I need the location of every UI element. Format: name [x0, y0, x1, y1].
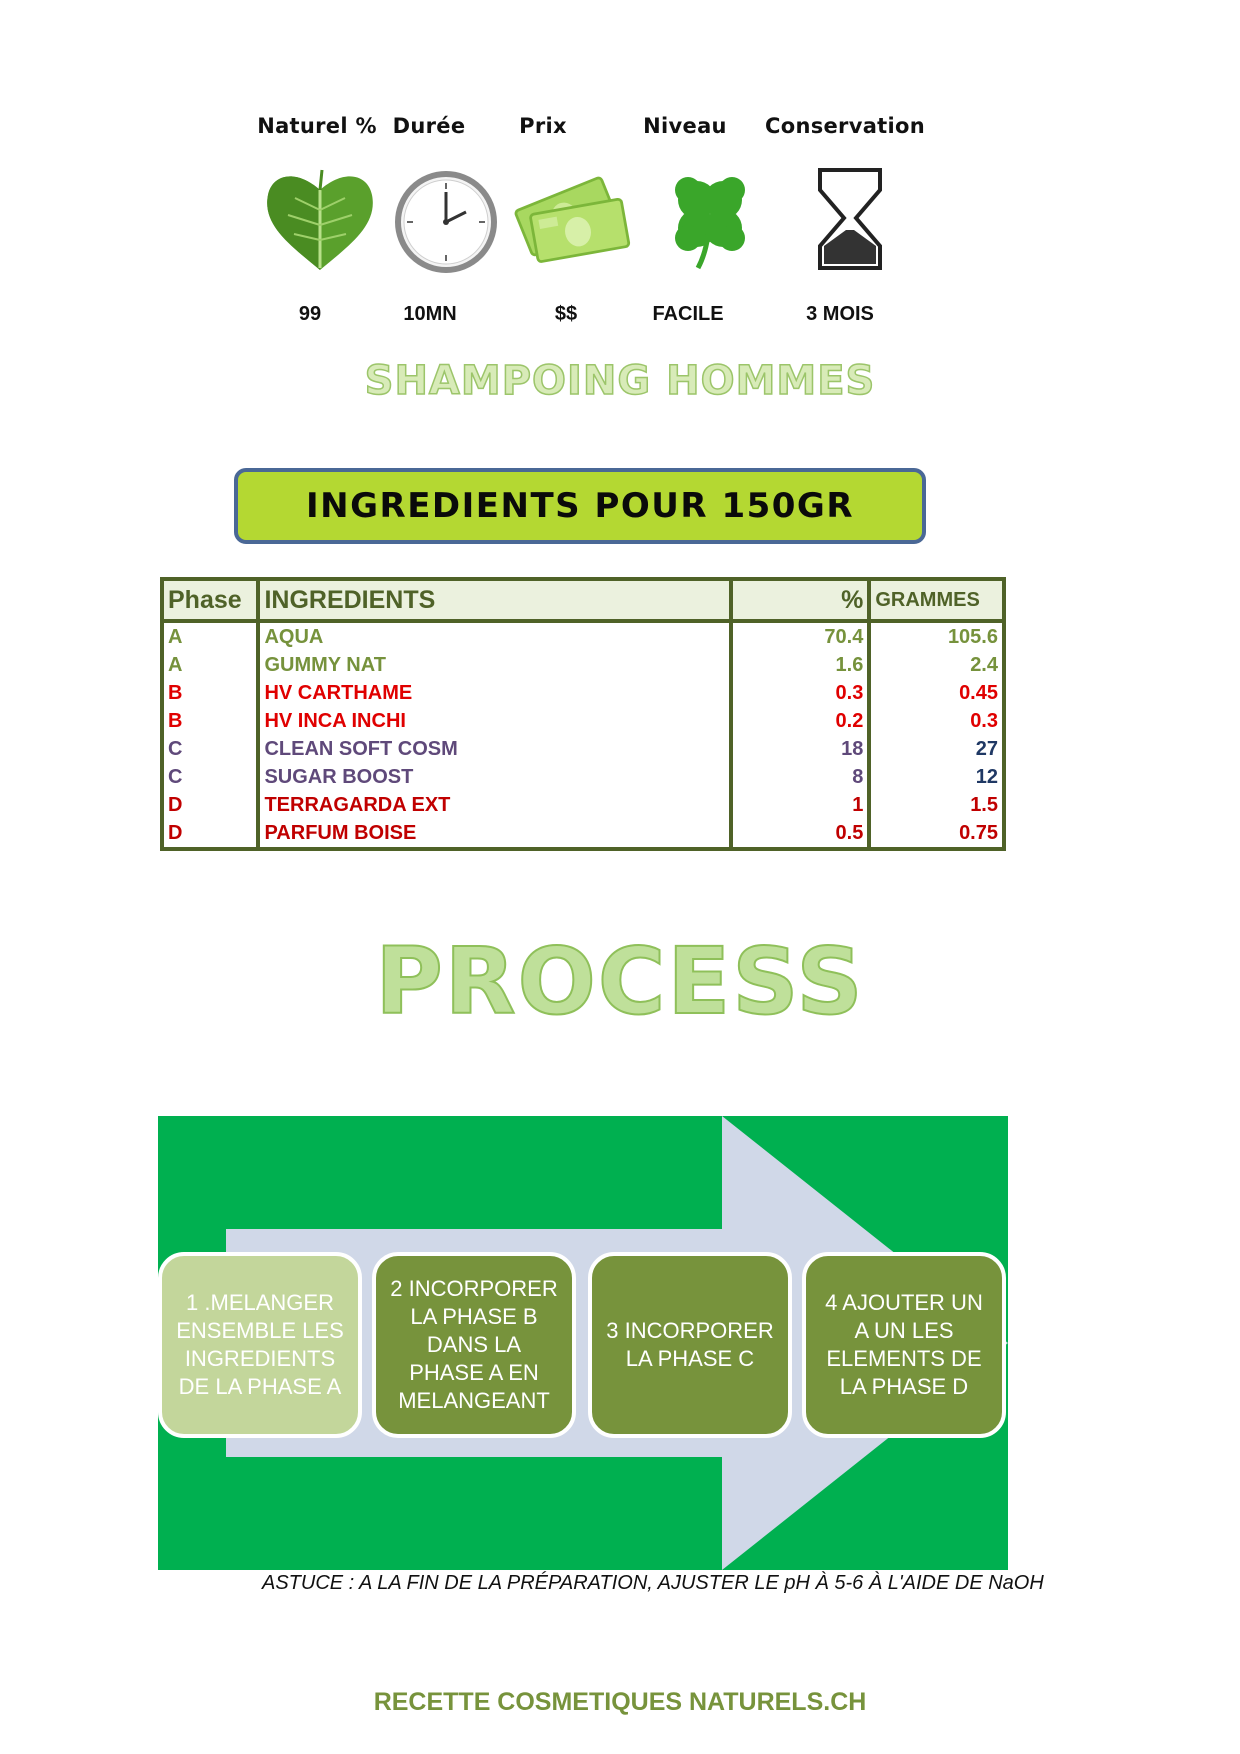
- cell-grams: 105.6: [869, 621, 1004, 651]
- cell-ingredient: PARFUM BOISE: [258, 819, 730, 849]
- tip-text: ASTUCE : A LA FIN DE LA PRÉPARATION, AJUSTER LE pH À 5-6 À L'AIDE DE NaOH: [262, 1572, 1044, 1594]
- banner-text: INGREDIENTS POUR 150GR: [306, 486, 854, 526]
- cell-percent: 1.6: [731, 651, 870, 679]
- cell-percent: 18: [731, 735, 870, 763]
- value-conservation: 3 MOIS: [806, 303, 874, 325]
- label-duree: Durée: [392, 114, 466, 138]
- cell-ingredient: TERRAGARDA EXT: [258, 791, 730, 819]
- step-1-text: 1 .MELANGER ENSEMBLE LES INGREDIENTS DE LA PHASE A: [176, 1290, 344, 1399]
- cell-phase: C: [162, 763, 258, 791]
- process-title: PROCESS: [375, 928, 865, 1035]
- clock-icon: [386, 160, 506, 275]
- cell-phase: D: [162, 791, 258, 819]
- table-row: [162, 621, 1004, 651]
- cell-phase: A: [162, 621, 258, 651]
- step-4-text: 4 AJOUTER UN A UN LES ELEMENTS DE LA PHASE D: [825, 1290, 983, 1399]
- process-step-4: [802, 1252, 1006, 1438]
- cell-grams: 27: [869, 735, 1004, 763]
- cell-grams: 0.3: [869, 707, 1004, 735]
- cell-grams: 2.4: [869, 651, 1004, 679]
- label-niveau: Niveau: [643, 114, 727, 138]
- cell-percent: 0.5: [731, 819, 870, 849]
- header-percent: %: [731, 579, 870, 621]
- cell-grams: 1.5: [869, 791, 1004, 819]
- ingredients-table: [160, 577, 1006, 851]
- cell-phase: C: [162, 735, 258, 763]
- table-row: [162, 735, 1004, 763]
- recipe-title: SHAMPOING HOMMES: [364, 358, 876, 404]
- step-3-text: 3 INCORPORER LA PHASE C: [606, 1318, 774, 1371]
- value-duree: 10MN: [403, 303, 457, 325]
- table-row: [162, 791, 1004, 819]
- table-header-row: [162, 579, 1004, 621]
- cell-percent: 8: [731, 763, 870, 791]
- header-phase: Phase: [162, 579, 258, 621]
- cell-grams: 0.75: [869, 819, 1004, 849]
- table-row: [162, 679, 1004, 707]
- banknotes-icon: [513, 160, 633, 275]
- value-prix: $$: [554, 303, 578, 325]
- cell-percent: 0.2: [731, 707, 870, 735]
- value-naturel: 99: [298, 303, 322, 325]
- cell-phase: D: [162, 819, 258, 849]
- cell-ingredient: AQUA: [258, 621, 730, 651]
- header-ingredients: INGREDIENTS: [258, 579, 730, 621]
- label-prix: Prix: [519, 114, 567, 138]
- process-step-2: [372, 1252, 576, 1438]
- cell-ingredient: SUGAR BOOST: [258, 763, 730, 791]
- cell-grams: 0.45: [869, 679, 1004, 707]
- clover-icon: [650, 160, 770, 275]
- value-niveau: FACILE: [652, 303, 724, 325]
- label-naturel: Naturel %: [257, 114, 377, 138]
- cell-percent: 1: [731, 791, 870, 819]
- cell-phase: A: [162, 651, 258, 679]
- process-step-1: [158, 1252, 362, 1438]
- hourglass-icon: [790, 160, 910, 275]
- table-row: [162, 763, 1004, 791]
- cell-ingredient: HV INCA INCHI: [258, 707, 730, 735]
- leaf-icon: [260, 160, 380, 275]
- step-2-text: 2 INCORPORER LA PHASE B DANS LA PHASE A EN MELANGEANT: [390, 1276, 558, 1413]
- table-row: [162, 651, 1004, 679]
- cell-percent: 70.4: [731, 621, 870, 651]
- cell-ingredient: HV CARTHAME: [258, 679, 730, 707]
- header-grammes: GRAMMES: [869, 579, 1004, 621]
- cell-phase: B: [162, 679, 258, 707]
- process-step-3: [588, 1252, 792, 1438]
- cell-grams: 12: [869, 763, 1004, 791]
- table-row: [162, 707, 1004, 735]
- cell-ingredient: CLEAN SOFT COSM: [258, 735, 730, 763]
- ingredients-banner: [234, 468, 926, 544]
- cell-phase: B: [162, 707, 258, 735]
- table-row: [162, 819, 1004, 849]
- cell-percent: 0.3: [731, 679, 870, 707]
- label-conservation: Conservation: [765, 114, 925, 138]
- footer-credit: RECETTE COSMETIQUES NATURELS.CH: [373, 1688, 867, 1716]
- cell-ingredient: GUMMY NAT: [258, 651, 730, 679]
